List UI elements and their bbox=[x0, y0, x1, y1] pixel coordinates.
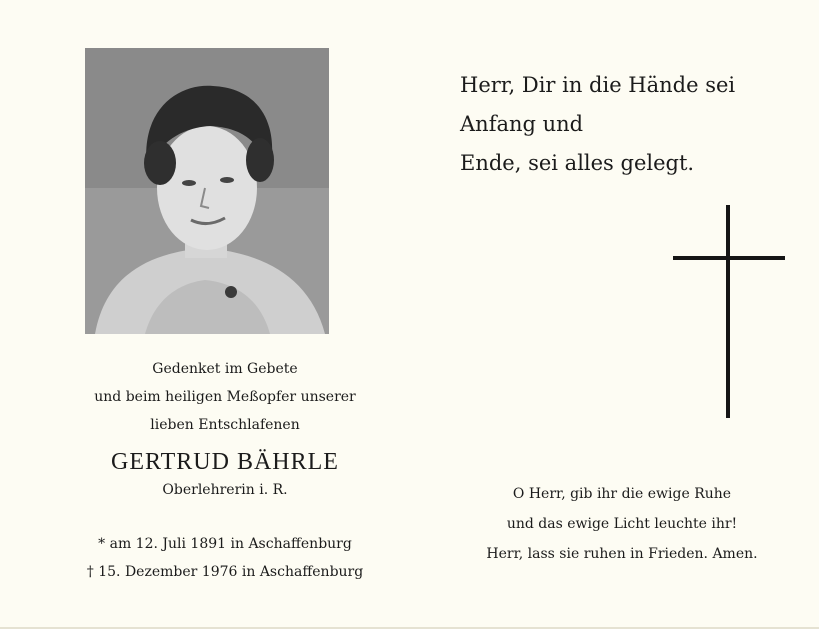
deceased-title: Oberlehrerin i. R. bbox=[162, 482, 288, 498]
memorial-line: Gedenket im Gebete bbox=[152, 361, 298, 377]
death-date: † 15. Dezember 1976 in Aschaffenburg bbox=[86, 564, 364, 580]
verse-line: Anfang und bbox=[460, 112, 584, 136]
cross-vertical-bar bbox=[726, 205, 730, 418]
scripture-verse bbox=[460, 66, 735, 183]
portrait-photo bbox=[85, 48, 329, 334]
birth-date: * am 12. Juli 1891 in Aschaffenburg bbox=[98, 536, 352, 552]
verse-line: Herr, Dir in die Hände sei bbox=[460, 73, 736, 97]
closing-prayer bbox=[450, 479, 794, 569]
prayer-line: und das ewige Licht leuchte ihr! bbox=[506, 516, 738, 532]
verse-line: Ende, sei alles gelegt. bbox=[460, 151, 695, 175]
memorial-line: lieben Entschlafenen bbox=[150, 417, 300, 433]
life-dates bbox=[30, 530, 420, 586]
memorial-text bbox=[40, 355, 410, 439]
prayer-line: O Herr, gib ihr die ewige Ruhe bbox=[512, 486, 732, 502]
cross-horizontal-bar bbox=[673, 256, 785, 260]
deceased-name: GERTRUD BÄHRLE bbox=[111, 449, 339, 475]
memorial-line: und beim heiligen Meßopfer unserer bbox=[94, 389, 356, 405]
prayer-line: Herr, lass sie ruhen in Frieden. Amen. bbox=[486, 546, 758, 562]
